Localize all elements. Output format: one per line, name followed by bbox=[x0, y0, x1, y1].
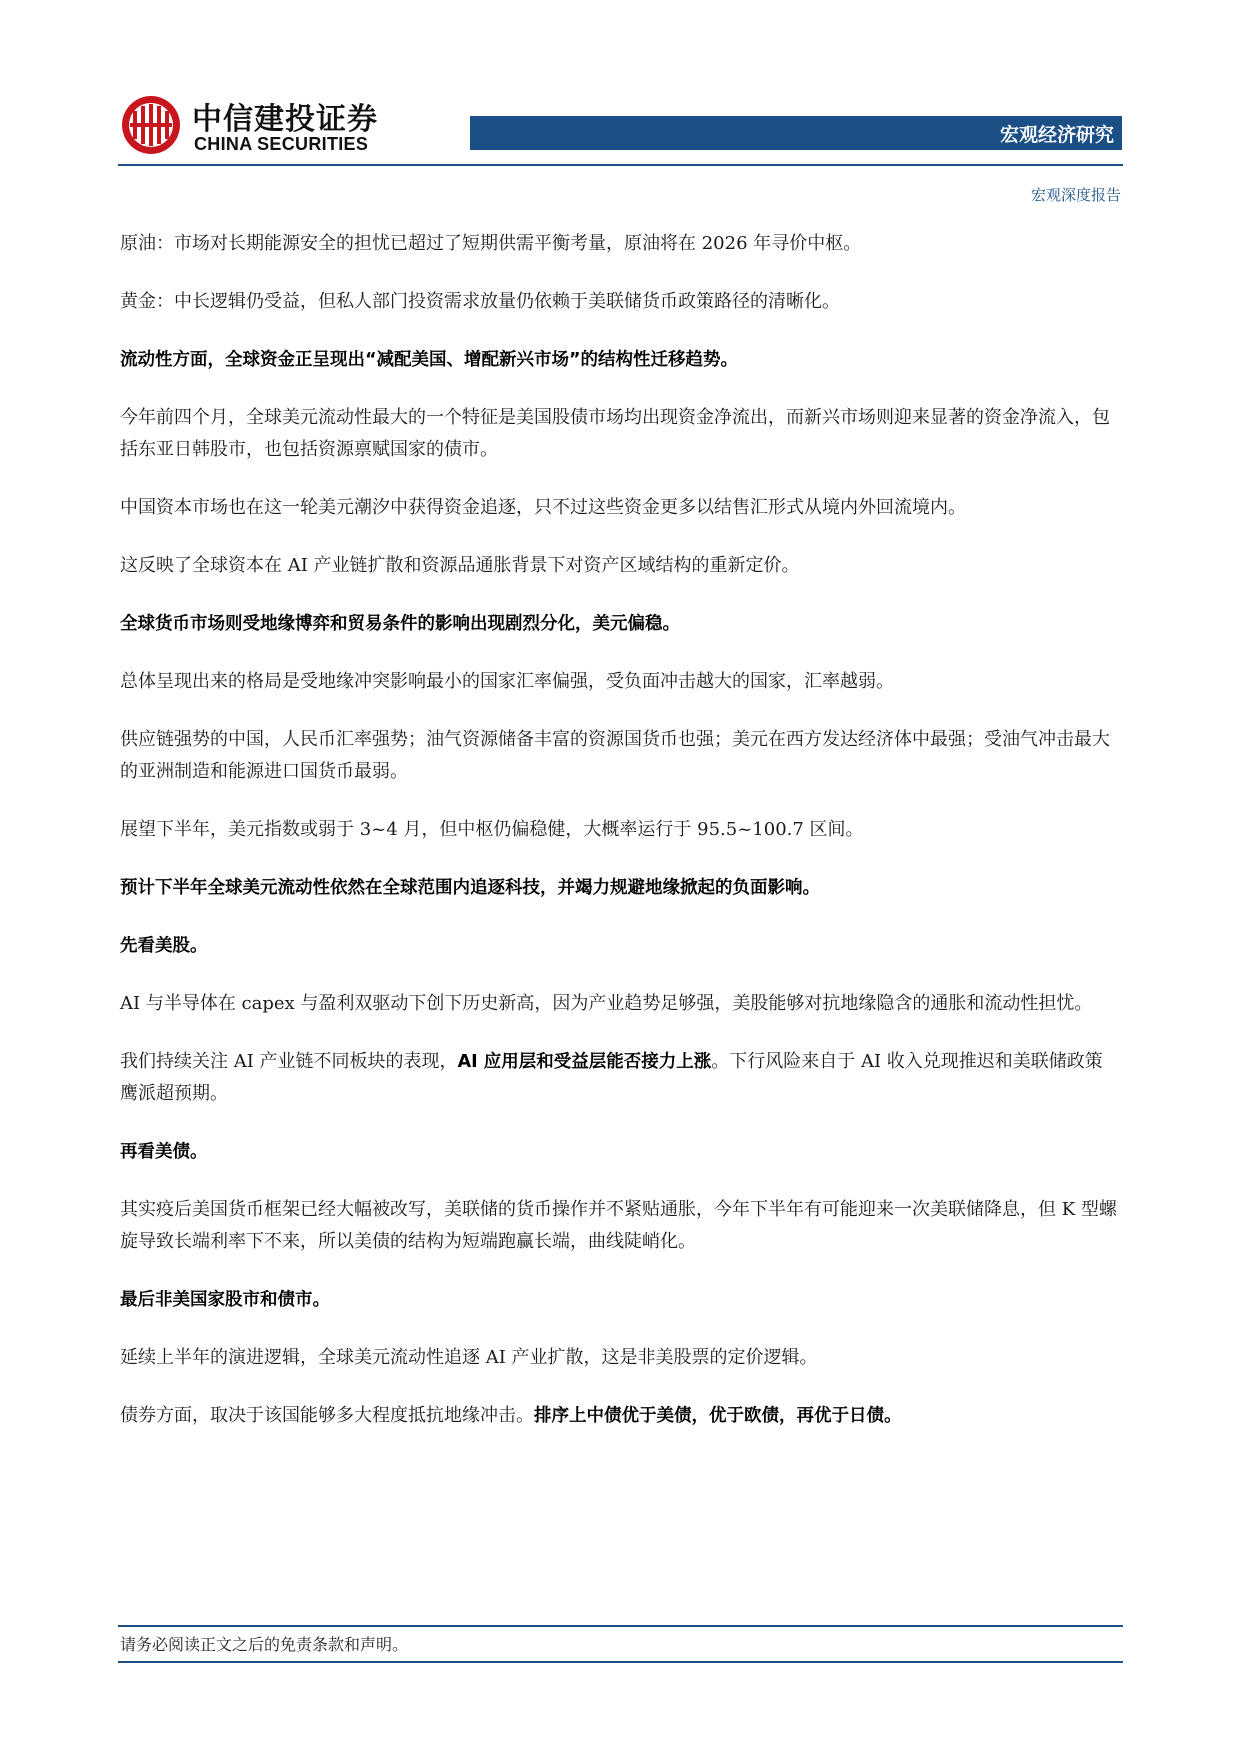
paragraph-repricing: 这反映了全球资本在 AI 产业链扩散和资源品通胀背景下对资产区域结构的重新定价。 bbox=[120, 555, 800, 576]
heading-us-treasuries: 再看美债。 bbox=[120, 1142, 208, 1162]
paragraph-non-us-equities: 延续上半年的演进逻辑，全球美元流动性追逐 AI 产业扩散，这是非美股票的定价逻辑。 bbox=[120, 1347, 818, 1368]
paragraph-crude-oil: 原油：市场对长期能源安全的担忧已超过了短期供需平衡考量，原油将在 2026 年寻价中枢。 bbox=[120, 233, 862, 254]
ai-watch-text-a: 我们持续关注 AI 产业链不同板块的表现， bbox=[120, 1051, 458, 1072]
heading-liquidity-outlook: 预计下半年全球美元流动性依然在全球范围内追逐科技，并竭力规避地缘掀起的负面影响。 bbox=[120, 878, 820, 898]
ai-watch-emphasis: AI 应用层和受益层能否接力上涨 bbox=[457, 1052, 712, 1072]
paragraph-fx-strength: 供应链强势的中国，人民币汇率强势；油气资源储备丰富的资源国货币也强；美元在西方发达经济体中最强；受油气冲击最大的亚洲制造和能源进口国货币最弱。 bbox=[120, 729, 1110, 782]
heading-non-us-markets: 最后非美国家股市和债市。 bbox=[120, 1290, 330, 1310]
heading-currency-market: 全球货币市场则受地缘博弈和贸易条件的影响出现剧烈分化，美元偏稳。 bbox=[120, 614, 680, 634]
bonds-text-a: 债券方面，取决于该国能够多大程度抵抗地缘冲击。 bbox=[120, 1405, 534, 1426]
ai-watch-text-c: 。下行风险来自于 AI 收入兑现推迟和美联储政策鹰派超预期。 bbox=[120, 1051, 1103, 1104]
company-name-en: CHINA SECURITIES bbox=[194, 134, 369, 154]
company-name-cn: 中信建投证券 bbox=[192, 102, 378, 137]
report-type-label: 宏观深度报告 bbox=[1030, 186, 1121, 204]
heading-liquidity: 流动性方面，全球资金正呈现出“减配美国、增配新兴市场”的结构性迁移趋势。 bbox=[120, 350, 739, 370]
paragraph-china-capital-market: 中国资本市场也在这一轮美元潮汐中获得资金追逐，只不过这些资金更多以结售汇形式从境内外回流境内。 bbox=[120, 497, 966, 518]
paragraph-dollar-outlook: 展望下半年，美元指数或弱于 3~4 月，但中枢仍偏稳健，大概率运行于 95.5~100.7 区间。 bbox=[120, 819, 864, 840]
footer-bottom-divider bbox=[118, 1661, 1123, 1663]
paragraph-fx-pattern: 总体呈现出来的格局是受地缘冲突影响最小的国家汇率偏强，受负面冲击越大的国家，汇率越弱。 bbox=[120, 671, 894, 692]
bonds-ranking-emphasis: 排序上中债优于美债，优于欧债，再优于日债。 bbox=[534, 1406, 902, 1426]
paragraph-bonds bbox=[120, 1400, 1120, 1432]
paragraph-treasuries: 其实疫后美国货币框架已经大幅被改写，美联储的货币操作并不紧贴通胀，今年下半年有可能迎来一次美联储降息，但 K 型螺旋导致长端利率下不来，所以美债的结构为短端跑赢长端，曲线陡峭化。 bbox=[120, 1199, 1117, 1252]
page-header bbox=[118, 86, 1123, 168]
header-divider bbox=[118, 164, 1123, 166]
disclaimer-notice: 请务必阅读正文之后的免责条款和声明。 bbox=[120, 1635, 409, 1654]
page-footer bbox=[118, 1625, 1123, 1667]
section-title: 宏观经济研究 bbox=[999, 124, 1114, 146]
footer-top-divider bbox=[118, 1625, 1123, 1627]
china-securities-logo-icon bbox=[120, 94, 182, 156]
paragraph-ai-watch bbox=[120, 1046, 1120, 1110]
paragraph-capital-flows: 今年前四个月，全球美元流动性最大的一个特征是美国股债市场均出现资金净流出，而新兴市场则迎来显著的资金净流入，包括东亚日韩股市，也包括资源禀赋国家的债市。 bbox=[120, 407, 1110, 460]
section-banner bbox=[470, 116, 1122, 150]
paragraph-gold: 黄金：中长逻辑仍受益，但私人部门投资需求放量仍依赖于美联储货币政策路径的清晰化。 bbox=[120, 291, 840, 312]
report-body bbox=[120, 228, 1120, 1458]
paragraph-ai-semis: AI 与半导体在 capex 与盈利双驱动下创下历史新高，因为产业趋势足够强，美股能够对抗地缘隐含的通胀和流动性担忧。 bbox=[120, 993, 1093, 1014]
heading-us-equities: 先看美股。 bbox=[120, 936, 208, 956]
